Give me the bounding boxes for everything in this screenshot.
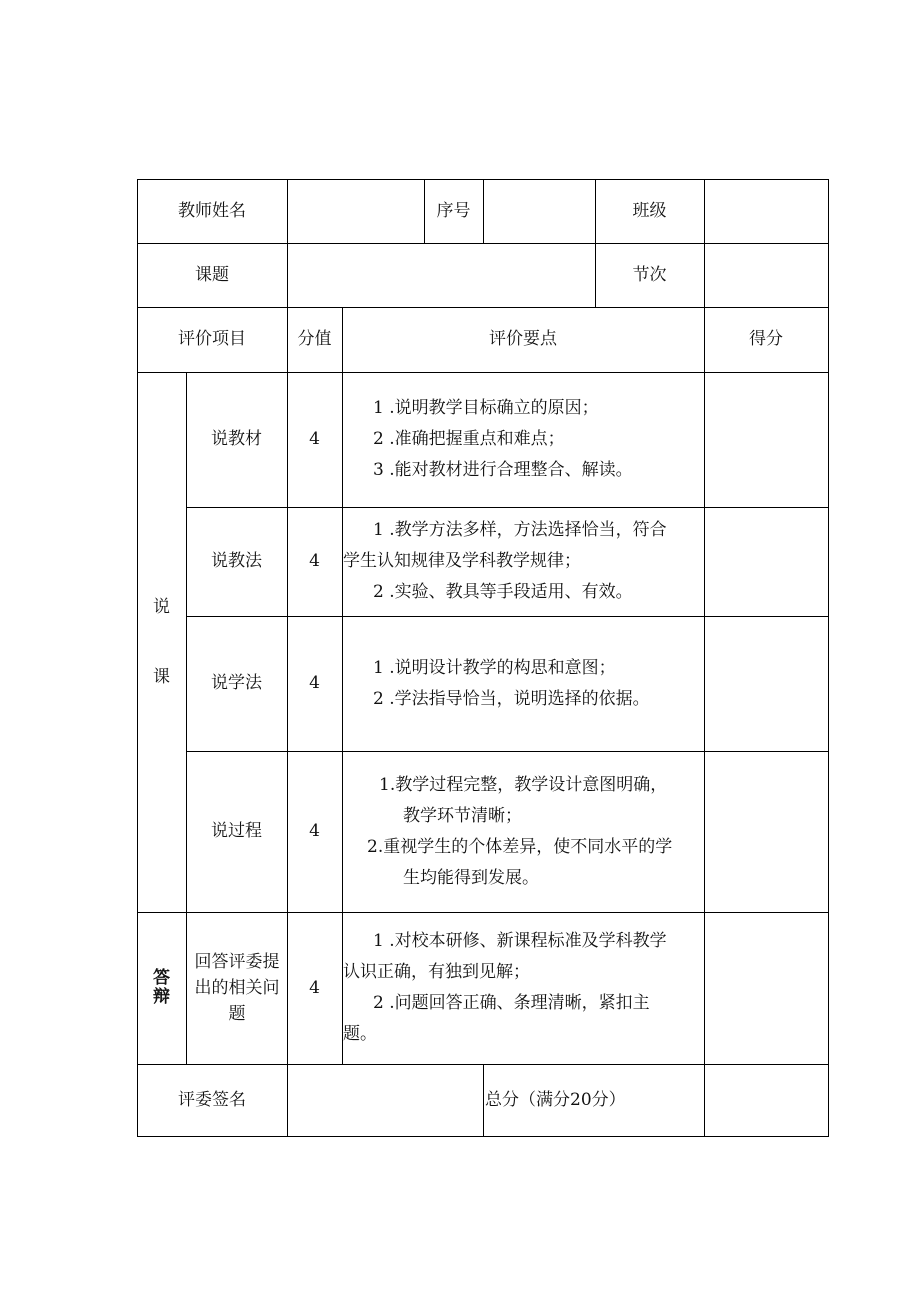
point-line: 学生认知规律及学科教学规律； (343, 551, 581, 571)
row-score: 4 (309, 821, 320, 842)
point-line: 2 .准确把握重点和难点； (373, 429, 565, 449)
point-line: 认识正确，有独到见解； (343, 962, 530, 982)
row-got-field[interactable] (705, 373, 828, 507)
point-line: 题。 (343, 1024, 377, 1044)
group-char-1: 说 (153, 596, 170, 617)
point-line: 教学环节清晰； (403, 805, 522, 826)
group-char-2: 课 (153, 667, 170, 687)
point-line: 1 .说明设计教学的构思和意图； (373, 657, 616, 678)
period-field[interactable] (705, 244, 828, 307)
point-line: 1 .对校本研修、新课程标准及学科教学 (373, 931, 667, 951)
topic-field[interactable] (288, 244, 595, 307)
row-got-field[interactable] (705, 913, 828, 1064)
row-points (343, 912, 704, 1064)
topic-label: 课题 (195, 264, 229, 285)
total-field[interactable] (705, 1065, 828, 1136)
seq-label: 序号 (436, 200, 471, 221)
dabian-label: 答辩 (153, 968, 170, 1007)
point-line: 2 .学法指导恰当，说明选择的依据。 (373, 688, 650, 709)
point-line: 2 .实验、教具等手段适用、有效。 (373, 582, 633, 602)
point-line: 1 .说明教学目标确立的原因； (373, 398, 599, 418)
row-name: 回答评委提出的相关问题 (194, 952, 280, 1024)
row-score: 4 (309, 673, 320, 694)
row-got-field[interactable] (705, 508, 828, 616)
row-name: 说过程 (211, 821, 262, 842)
row-name: 说教材 (211, 429, 262, 450)
total-label: 总分（满分20分） (485, 1089, 626, 1110)
row-name: 说学法 (211, 673, 262, 694)
row-score: 4 (309, 977, 320, 998)
group-label-shuoke (137, 372, 186, 912)
row-got-field[interactable] (705, 752, 828, 912)
teacher-name-label: 教师姓名 (178, 200, 246, 221)
teacher-name-field[interactable] (288, 180, 424, 243)
point-line: 1 .教学方法多样，方法选择恰当，符合 (373, 520, 667, 540)
row-points (343, 507, 704, 616)
col-header-points: 评价要点 (489, 329, 557, 350)
row-score: 4 (309, 429, 320, 450)
point-line: 2.重视学生的个体差异，使不同水平的学 (367, 836, 673, 857)
row-got-field[interactable] (705, 617, 828, 751)
row-name: 说教法 (211, 551, 262, 572)
row-points (343, 616, 704, 751)
point-line: 生均能得到发展。 (403, 867, 539, 888)
row-points (343, 751, 704, 912)
point-line: 1.教学过程完整，教学设计意图明确， (379, 774, 668, 795)
point-line: 2 .问题回答正确、条理清晰，紧扣主 (373, 993, 650, 1013)
point-line: 3 .能对教材进行合理整合、解读。 (373, 460, 633, 480)
row-points (343, 372, 704, 507)
group-label-dabian (137, 912, 186, 1064)
col-header-score: 分值 (297, 329, 332, 350)
class-label: 班级 (632, 200, 667, 221)
period-label: 节次 (632, 264, 667, 285)
row-score: 4 (309, 551, 320, 572)
col-header-got: 得分 (749, 329, 783, 350)
col-header-item: 评价项目 (178, 329, 246, 350)
seq-field[interactable] (484, 180, 595, 243)
class-field[interactable] (705, 180, 828, 243)
judge-sign-label: 评委签名 (178, 1089, 246, 1110)
judge-sign-field[interactable] (288, 1065, 483, 1136)
